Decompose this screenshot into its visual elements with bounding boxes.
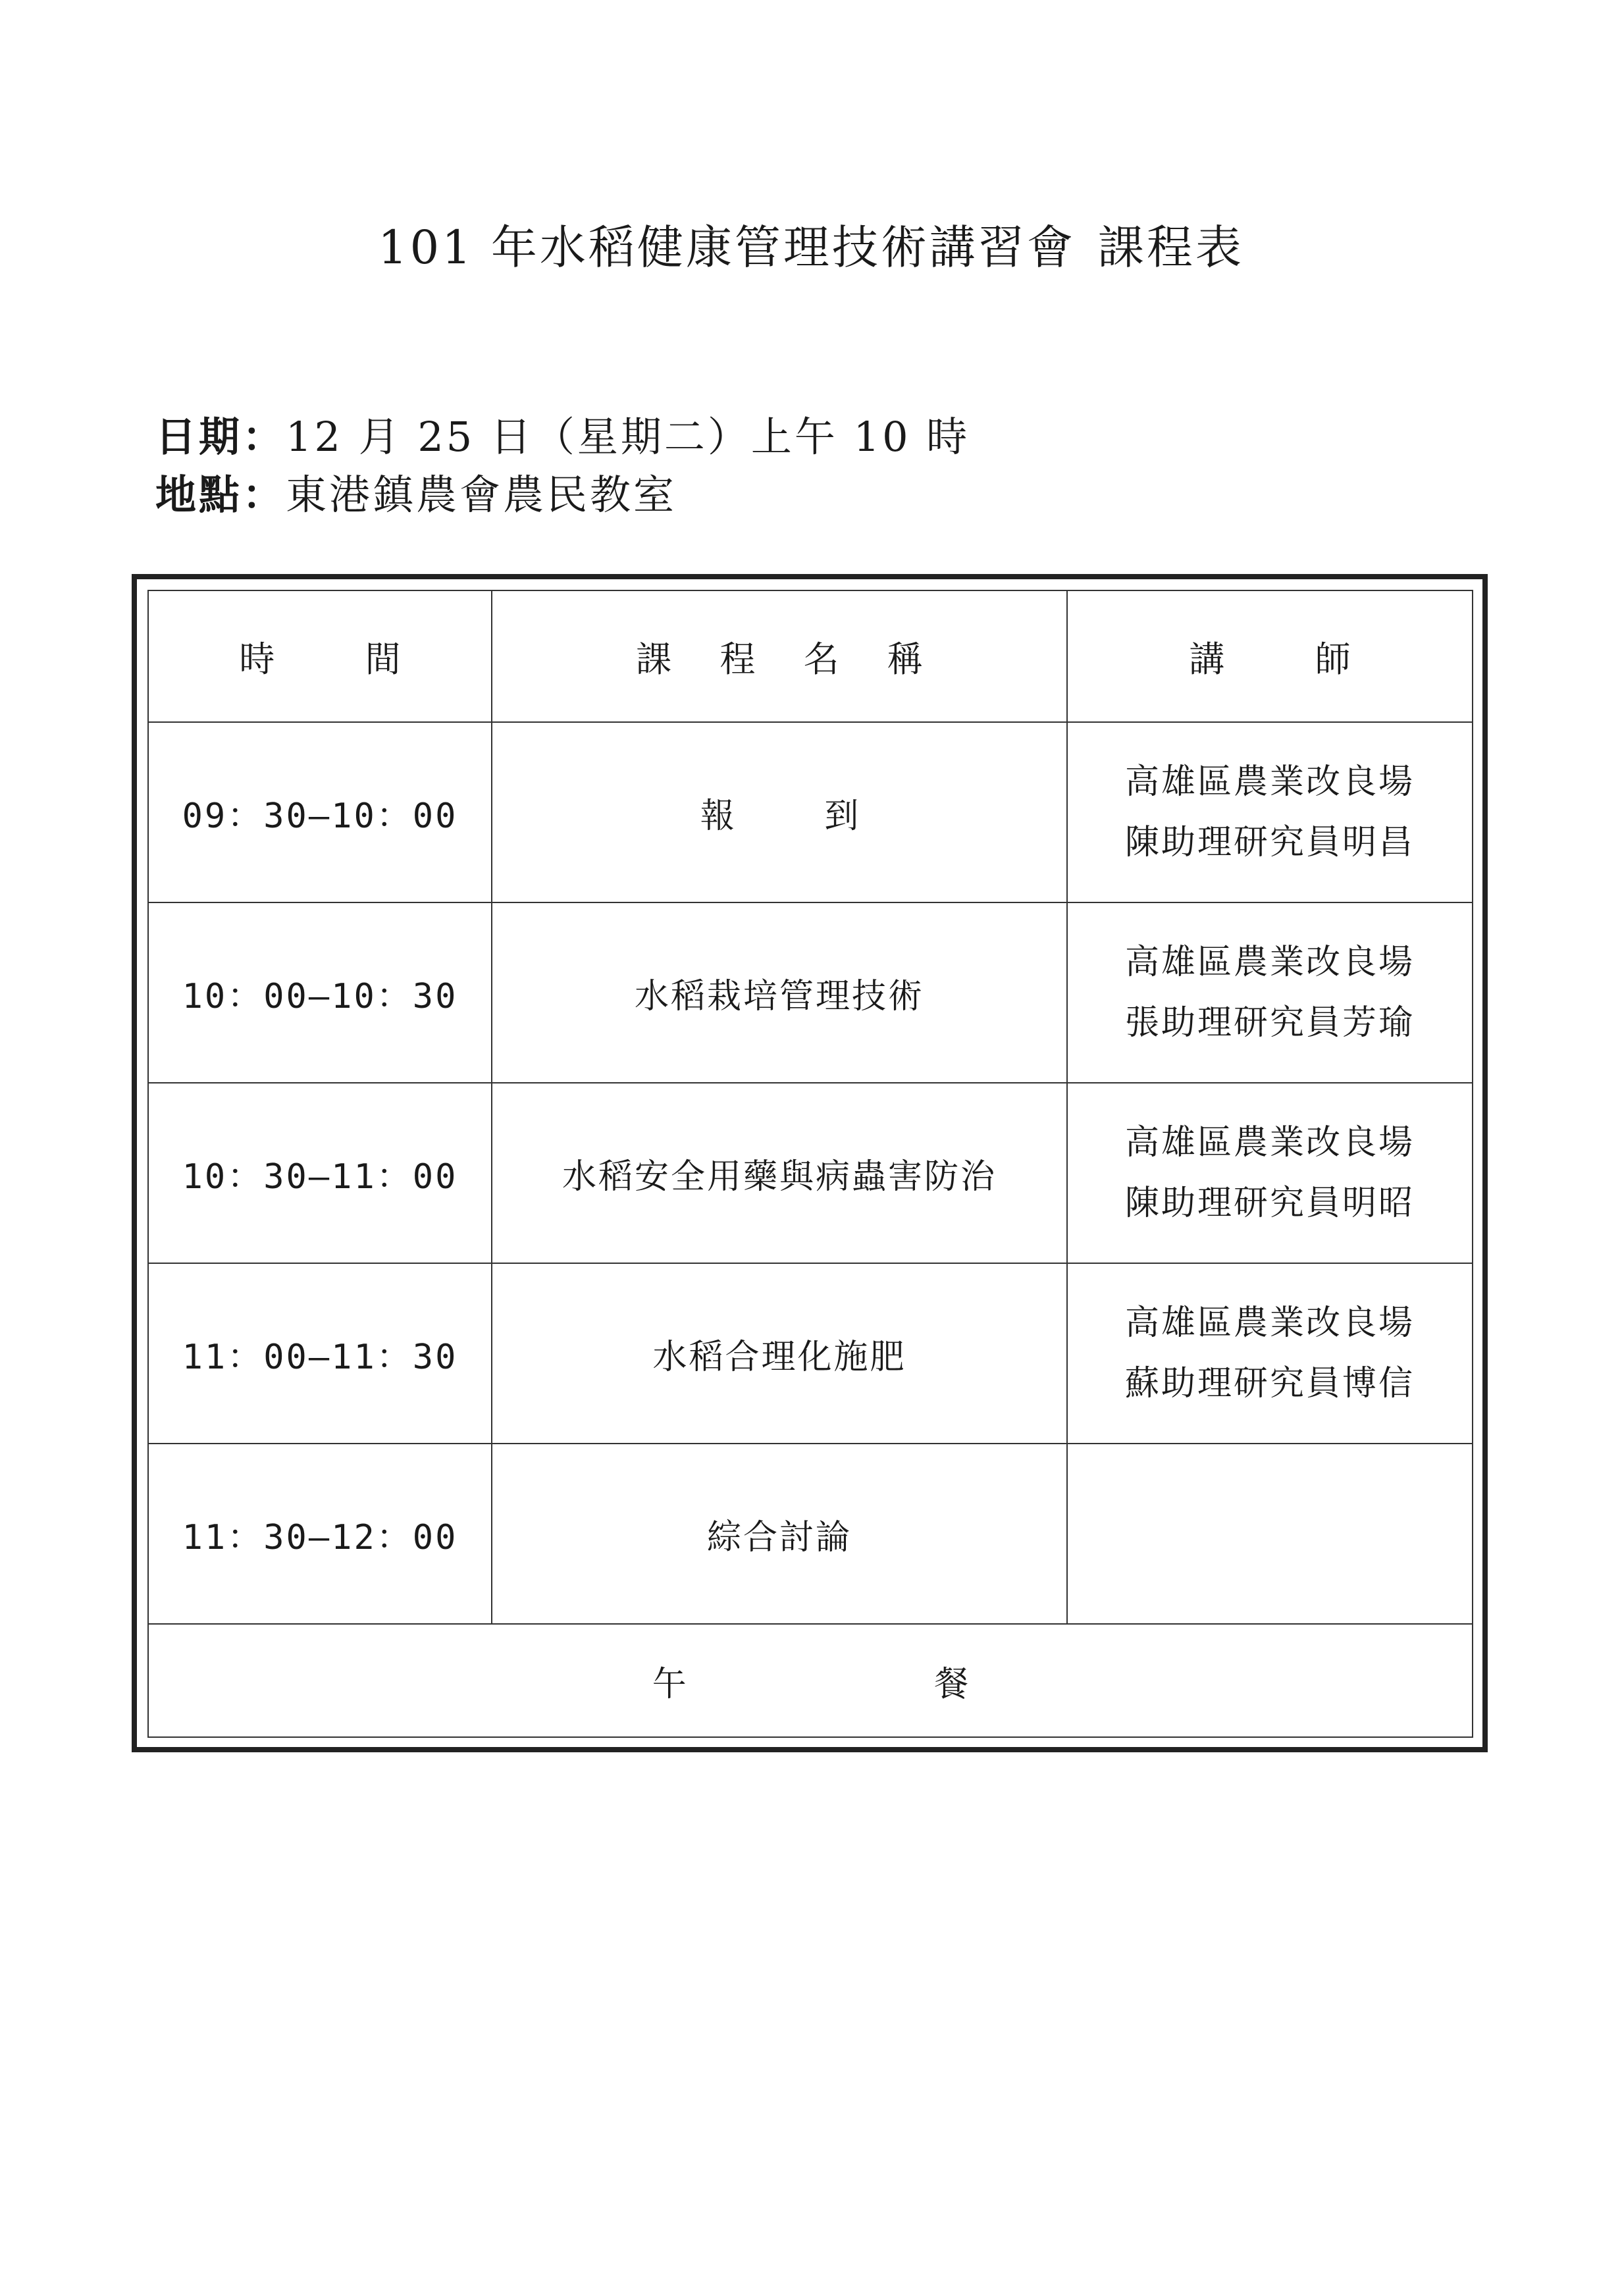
teacher-cell xyxy=(1067,722,1473,902)
lunch-label: 午 餐 xyxy=(652,1664,1087,1704)
header-time xyxy=(148,590,492,722)
teacher-name: 陳助理研究員明昌 xyxy=(1124,823,1415,862)
table-header-row xyxy=(148,590,1473,722)
table-row xyxy=(148,1444,1473,1624)
time-cell: 09：30—10：00 xyxy=(148,722,492,902)
header-teacher-label: 講 師 xyxy=(1189,638,1390,680)
header-course-label: 課 程 名 稱 xyxy=(636,638,941,680)
time-cell: 11：30—12：00 xyxy=(148,1444,492,1624)
course-cell: 水稻合理化施肥 xyxy=(492,1263,1067,1444)
teacher-org: 高雄區農業改良場 xyxy=(1124,762,1415,802)
title-suffix: 課程表 xyxy=(1097,221,1244,274)
date-line xyxy=(155,404,970,463)
date-label: 日期： xyxy=(155,413,286,461)
teacher-org: 高雄區農業改良場 xyxy=(1124,1303,1415,1343)
schedule-table xyxy=(147,590,1473,1738)
place-value: 東港鎮農會農民教室 xyxy=(286,471,677,519)
course-label: 報 到 xyxy=(700,796,899,836)
teacher-cell xyxy=(1067,1444,1473,1624)
course-cell: 綜合討論 xyxy=(492,1444,1067,1624)
table-row xyxy=(148,722,1473,902)
header-course xyxy=(492,590,1067,722)
time-cell: 11：00—11：30 xyxy=(148,1263,492,1444)
teacher-name: 張助理研究員芳瑜 xyxy=(1124,1003,1415,1043)
course-cell: 水稻安全用藥與病蟲害防治 xyxy=(492,1083,1067,1263)
header-time-label: 時 間 xyxy=(239,638,440,680)
teacher-cell xyxy=(1067,1263,1473,1444)
teacher-org: 高雄區農業改良場 xyxy=(1124,1123,1415,1162)
lunch-cell xyxy=(148,1624,1473,1737)
table-row xyxy=(148,1263,1473,1444)
teacher-cell xyxy=(1067,902,1473,1083)
teacher-org: 高雄區農業改良場 xyxy=(1124,943,1415,982)
page-title xyxy=(0,211,1622,277)
teacher-name: 蘇助理研究員博信 xyxy=(1124,1364,1415,1403)
teacher-name: 陳助理研究員明昭 xyxy=(1124,1184,1415,1223)
header-teacher xyxy=(1067,590,1473,722)
place-line xyxy=(155,462,677,521)
time-cell: 10：30—11：00 xyxy=(148,1083,492,1263)
time-cell: 10：00—10：30 xyxy=(148,902,492,1083)
course-cell xyxy=(492,722,1067,902)
table-row xyxy=(148,1083,1473,1263)
lunch-row xyxy=(148,1624,1473,1737)
schedule-table-frame xyxy=(132,574,1488,1752)
table-row xyxy=(148,902,1473,1083)
title-main: 101 年水稻健康管理技術講習會 xyxy=(378,221,1076,274)
course-cell: 水稻栽培管理技術 xyxy=(492,902,1067,1083)
place-label: 地點： xyxy=(155,471,286,519)
date-value: 12 月 25 日（星期二）上午 10 時 xyxy=(286,413,970,461)
teacher-cell xyxy=(1067,1083,1473,1263)
